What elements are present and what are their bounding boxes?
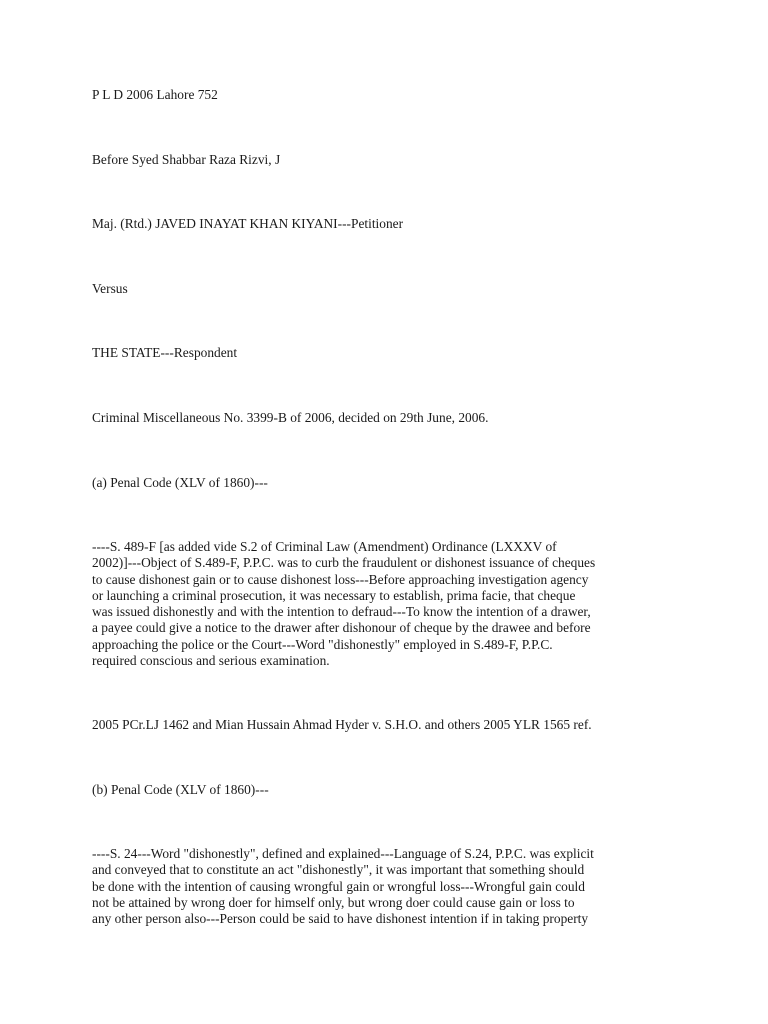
- paragraph-b-line: and conveyed that to constitute an act "dishonestly", it was important that something should: [92, 862, 585, 878]
- versus: Versus: [92, 281, 128, 296]
- petitioner: Maj. (Rtd.) JAVED INAYAT KHAN KIYANI---Petitioner: [92, 216, 404, 231]
- bench: Before Syed Shabbar Raza Rizvi, J: [92, 152, 281, 167]
- paragraph-b-line: not be attained by wrong doer for himself only, but wrong doer could cause gain or loss to: [92, 894, 575, 910]
- paragraph-a-line: was issued dishonestly and with the intention to defraud---To know the intention of a drawer,: [92, 604, 591, 620]
- paragraph-a-line: 2002)]---Object of S.489-F, P.P.C. was to curb the fraudulent or dishonest issuance of cheques: [92, 555, 596, 571]
- reference-a: 2005 PCr.LJ 1462 and Mian Hussain Ahmad Hyder v. S.H.O. and others 2005 YLR 1565 ref.: [92, 717, 592, 732]
- heading-b: (b) Penal Code (XLV of 1860)---: [92, 782, 269, 797]
- respondent: THE STATE---Respondent: [92, 345, 238, 360]
- paragraph-a-line: ----S. 489-F [as added vide S.2 of Criminal Law (Amendment) Ordinance (LXXXV of: [92, 539, 557, 554]
- citation: P L D 2006 Lahore 752: [92, 87, 218, 102]
- paragraph-a-line: a payee could give a notice to the drawer after dishonour of cheque by the drawee and before: [92, 620, 591, 636]
- paragraph-a-line: approaching the police or the Court---Word "dishonestly" employed in S.489-F, P.P.C.: [92, 636, 553, 652]
- paragraph-a-line: or launching a criminal prosecution, it was necessary to establish, prima facie, that cheque: [92, 587, 576, 603]
- heading-a: (a) Penal Code (XLV of 1860)---: [92, 475, 268, 490]
- paragraph-b-line: be done with the intention of causing wrongful gain or wrongful loss---Wrongful gain could: [92, 878, 585, 894]
- paragraph-b: [92, 846, 682, 927]
- paragraph-b-line: any other person also---Person could be said to have dishonest intention if in taking property: [92, 911, 589, 927]
- case-number: Criminal Miscellaneous No. 3399-B of 2006, decided on 29th June, 2006.: [92, 410, 489, 425]
- paragraph-a: [92, 539, 682, 669]
- paragraph-b-line: ----S. 24---Word "dishonestly", defined and explained---Language of S.24, P.P.C. was explicit: [92, 846, 594, 861]
- paragraph-a-line: required conscious and serious examination.: [92, 653, 330, 669]
- paragraph-a-line: to cause dishonest gain or to cause dishonest loss---Before approaching investigation agency: [92, 571, 589, 587]
